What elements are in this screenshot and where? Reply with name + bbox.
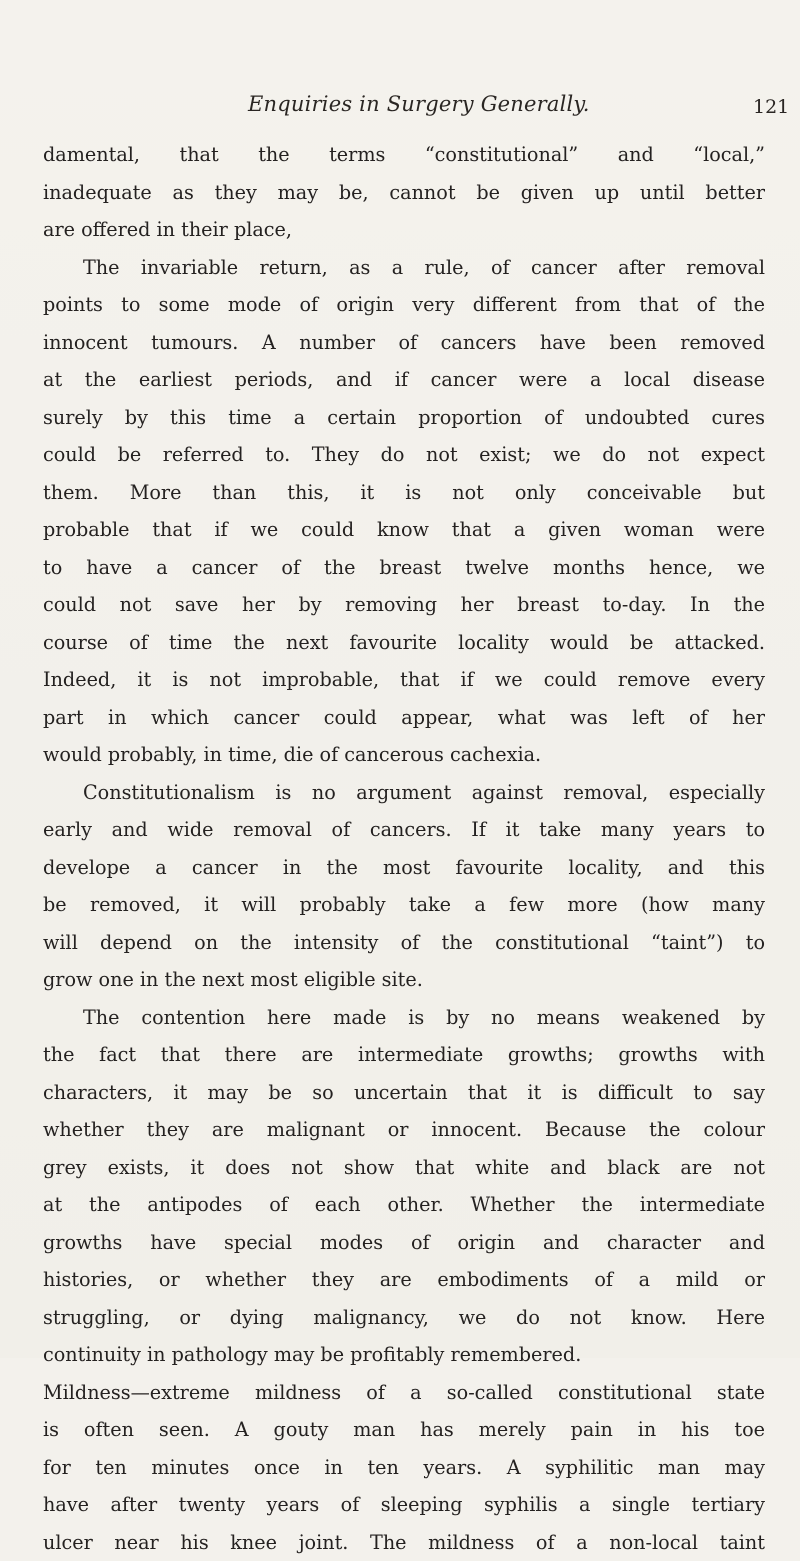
text-line: is often seen. A gouty man has merely pain in his toe	[43, 1411, 765, 1449]
text-line: at the antipodes of each other. Whether the intermediate	[43, 1186, 765, 1224]
text-line: will depend on the intensity of the constitutional “taint”) to	[43, 924, 765, 962]
text-line: growths have special modes of origin and character and	[43, 1224, 765, 1262]
text-line: The invariable return, as a rule, of cancer after removal	[43, 249, 765, 287]
text-line: The contention here made is by no means weakened by	[43, 999, 765, 1037]
text-line: at the earliest periods, and if cancer were a local disease	[43, 361, 765, 399]
text-line: early and wide removal of cancers. If it take many years to	[43, 811, 765, 849]
text-line: to have a cancer of the breast twelve months hence, we	[43, 549, 765, 587]
text-line: probable that if we could know that a given woman were	[43, 511, 765, 549]
text-line: struggling, or dying malignancy, we do not know. Here	[43, 1299, 765, 1337]
running-head: Enquiries in Surgery Generally.	[248, 92, 590, 116]
text-line: be removed, it will probably take a few more (how many	[43, 886, 765, 924]
text-line: the fact that there are intermediate growths; growths with	[43, 1036, 765, 1074]
text-line: them. More than this, it is not only conceivable but	[43, 474, 765, 512]
text-line: whether they are malignant or innocent. Because the colour	[43, 1111, 765, 1149]
text-line: part in which cancer could appear, what was left of her	[43, 699, 765, 737]
page-number: 121	[753, 96, 789, 118]
body-text	[43, 136, 765, 1561]
text-line: have after twenty years of sleeping syphilis a single tertiary	[43, 1486, 765, 1524]
text-line: continuity in pathology may be profitably remembered.	[43, 1336, 765, 1374]
text-line: surely by this time a certain proportion of undoubted cures	[43, 399, 765, 437]
text-line: Mildness—extreme mildness of a so-called constitutional state	[43, 1374, 765, 1412]
page-header	[0, 92, 800, 132]
text-line: characters, it may be so uncertain that it is difficult to say	[43, 1074, 765, 1112]
text-line: grey exists, it does not show that white and black are not	[43, 1149, 765, 1187]
text-line: histories, or whether they are embodiments of a mild or	[43, 1261, 765, 1299]
text-line: for ten minutes once in ten years. A syphilitic man may	[43, 1449, 765, 1487]
text-line: innocent tumours. A number of cancers have been removed	[43, 324, 765, 362]
text-line: Indeed, it is not improbable, that if we could remove every	[43, 661, 765, 699]
text-line: points to some mode of origin very different from that of the	[43, 286, 765, 324]
text-line: ulcer near his knee joint. The mildness of a non-local taint	[43, 1524, 765, 1561]
text-line: develope a cancer in the most favourite locality, and this	[43, 849, 765, 887]
text-line: course of time the next favourite locality would be attacked.	[43, 624, 765, 662]
text-line: would probably, in time, die of cancerous cachexia.	[43, 736, 765, 774]
text-line: grow one in the next most eligible site.	[43, 961, 765, 999]
text-line: damental, that the terms “constitutional” and “local,”	[43, 136, 765, 174]
text-line: could be referred to. They do not exist; we do not expect	[43, 436, 765, 474]
text-line: Constitutionalism is no argument against removal, especially	[43, 774, 765, 812]
text-line: inadequate as they may be, cannot be given up until better	[43, 174, 765, 212]
text-line: are offered in their place,	[43, 211, 765, 249]
text-line: could not save her by removing her breast to-day. In the	[43, 586, 765, 624]
